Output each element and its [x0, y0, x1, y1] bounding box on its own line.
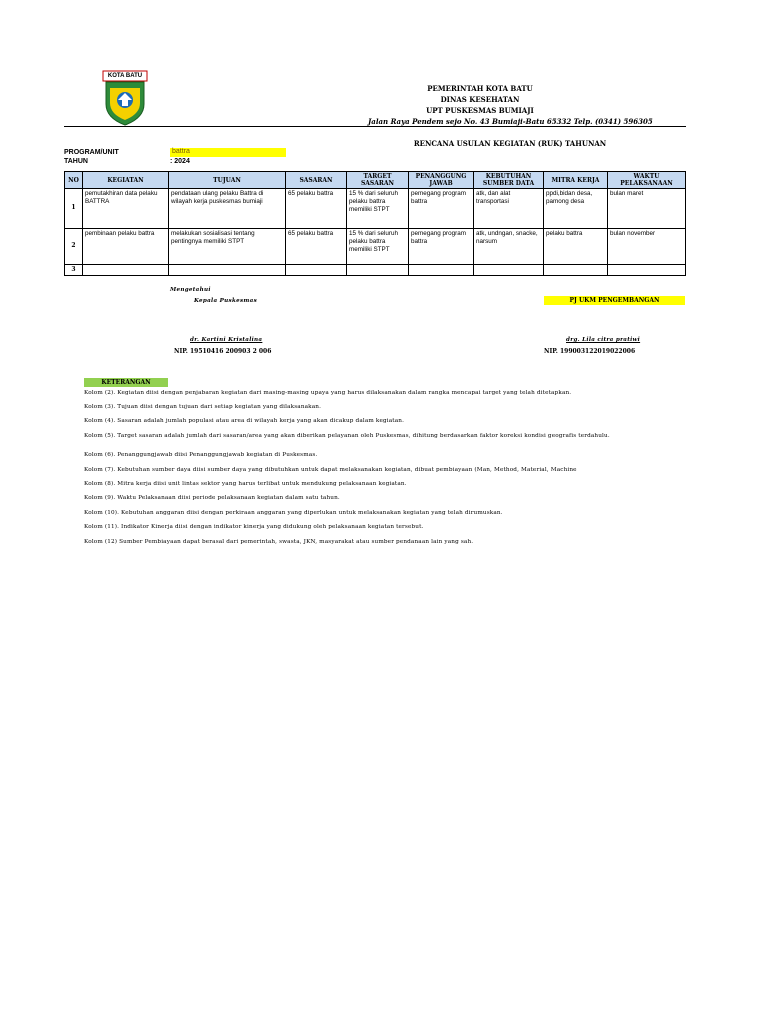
cell-sasaran: 65 pelaku battra	[286, 229, 347, 265]
keterangan-item: Kolom (2). Kegiatan diisi dengan penjabaran kegiatan dari masing-masing upaya yang harus dilaksanakan dalam rangka mencapai target yang telah ditetapkan.	[84, 390, 572, 396]
table-header-row	[65, 172, 686, 189]
col-header: SASARAN	[286, 172, 347, 189]
header-line-2: DINAS KESEHATAN	[440, 95, 520, 104]
cell-waktu: bulan maret	[608, 189, 686, 229]
cell-waktu	[608, 265, 686, 276]
cell-target: 15 % dari seluruh pelaku battra memiliki STPT	[347, 189, 409, 229]
cell-penanggung-jawab: pemegang program battra	[409, 229, 474, 265]
cell-tujuan: melakukan sosialisasi tentang pentingnya memiliki STPT	[169, 229, 286, 265]
keterangan-item: Kolom (3). Tujuan diisi dengan tujuan dari setiap kegiatan yang dilaksanakan.	[84, 404, 322, 410]
kepala-nip: NIP. 19510416 200903 2 006	[174, 348, 272, 355]
keterangan-item: Kolom (11). Indikator Kinerja diisi dengan indikator kinerja yang didukung oleh pelaksanaan kegiatan tersebut.	[84, 524, 424, 530]
mengetahui-label: Mengetahui	[170, 287, 211, 293]
cell-kegiatan	[83, 265, 169, 276]
doc-title: RENCANA USULAN KEGIATAN (RUK) TAHUNAN	[413, 139, 607, 148]
kepala-puskesmas-label: Kepala Puskesmas	[194, 298, 258, 304]
col-header: NO	[65, 172, 83, 189]
col-header: KEGIATAN	[83, 172, 169, 189]
col-header: MITRA KERJA	[544, 172, 608, 189]
kepala-name: dr. Kartini Kristalina	[190, 337, 263, 343]
tahun-label: TAHUN	[64, 158, 88, 165]
logo-text: KOTA BATU	[107, 73, 143, 79]
cell-kegiatan: pemutakhiran data pelaku BATTRA	[83, 189, 169, 229]
tahun-value: : 2024	[170, 158, 190, 165]
pj-ukm-title: PJ UKM PENGEMBANGAN	[544, 296, 685, 305]
cell-target	[347, 265, 409, 276]
cell-target: 15 % dari seluruh pelaku battra memiliki STPT	[347, 229, 409, 265]
header-rule	[64, 126, 686, 127]
kota-batu-logo	[100, 70, 150, 126]
keterangan-item: Kolom (4). Sasaran adalah jumlah populasi atau area di wilayah kerja yang akan dicakup dalam kegiatan.	[84, 418, 405, 424]
col-header: PENANGGUNG JAWAB	[409, 172, 474, 189]
row-number: 2	[65, 229, 83, 265]
program-value: battra	[170, 148, 286, 157]
table-row	[65, 265, 686, 276]
cell-kegiatan: pembinaan pelaku battra	[83, 229, 169, 265]
cell-tujuan	[169, 265, 286, 276]
cell-penanggung-jawab	[409, 265, 474, 276]
keterangan-item: Kolom (12) Sumber Pembiayaan dapat berasal dari pemerintah, swasta, JKN, masyarakat atau sumber pendanaan lain yang sah.	[84, 539, 474, 545]
keterangan-item: Kolom (5). Target sasaran adalah jumlah dari sasaran/area yang akan diberikan pelayanan oleh Puskesmas, dihitung berdasarkan faktor koreksi kondisi geografis terdahulu.	[84, 433, 610, 439]
cell-kebutuhan: atk, dan alat transportasi	[474, 189, 544, 229]
pj-nip: NIP. 199003122019022006	[544, 348, 636, 355]
col-header: TUJUAN	[169, 172, 286, 189]
keterangan-item: Kolom (10). Kebutuhan anggaran diisi dengan perkiraan anggaran yang diperlukan untuk melaksanakan kegiatan yang telah dirumuskan.	[84, 510, 503, 516]
cell-sasaran: 65 pelaku battra	[286, 189, 347, 229]
keterangan-item: Kolom (7). Kebutuhan sumber daya diisi sumber daya yang dibutuhkan untuk dapat melaksanakan kegiatan, dibuat pembiayaan (Man, Method, Material, Machine	[84, 467, 577, 473]
cell-mitra: ppdi,bidan desa, pamong desa	[544, 189, 608, 229]
header-line-3: UPT PUSKESMAS BUMIAJI	[426, 106, 534, 115]
cell-sasaran	[286, 265, 347, 276]
cell-mitra	[544, 265, 608, 276]
cell-kebutuhan: atk, undngan, snacke, narsum	[474, 229, 544, 265]
row-number: 3	[65, 265, 83, 276]
pj-name: drg. Lila citra pratiwi	[566, 337, 641, 343]
table-row	[65, 189, 686, 229]
keterangan-title: KETERANGAN	[84, 378, 168, 387]
row-number: 1	[65, 189, 83, 229]
cell-penanggung-jawab: pemegang program battra	[409, 189, 474, 229]
keterangan-item: Kolom (8). Mitra kerja diisi unit lintas sektor yang harus terlibat untuk mendukung pelaksanaan kegiatan.	[84, 481, 407, 487]
col-header: KEBUTUHAN SUMBER DATA	[474, 172, 544, 189]
table-row	[65, 229, 686, 265]
header-line-1: PEMERINTAH KOTA BATU	[427, 84, 533, 93]
program-label: PROGRAM/UNIT	[64, 149, 119, 156]
cell-tujuan: pendataan ulang pelaku Battra di wilayah kerja puskesmas bumiaji	[169, 189, 286, 229]
header-address: Jalan Raya Pendem sejo No. 43 Bumiaji-Batu 65332 Telp. (0341) 596305	[368, 117, 653, 126]
col-header: WAKTU PELAKSANAAN	[608, 172, 686, 189]
cell-kebutuhan	[474, 265, 544, 276]
keterangan-item: Kolom (6). Penanggungjawab diisi Penanggungjawab kegiatan di Puskesmas.	[84, 452, 318, 458]
cell-waktu: bulan november	[608, 229, 686, 265]
cell-mitra: pelaku battra	[544, 229, 608, 265]
ruk-table	[64, 171, 686, 276]
keterangan-item: Kolom (9). Waktu Pelaksanaan diisi periode pelaksanaan kegiatan dalam satu tahun.	[84, 495, 340, 501]
col-header: TARGET SASARAN	[347, 172, 409, 189]
